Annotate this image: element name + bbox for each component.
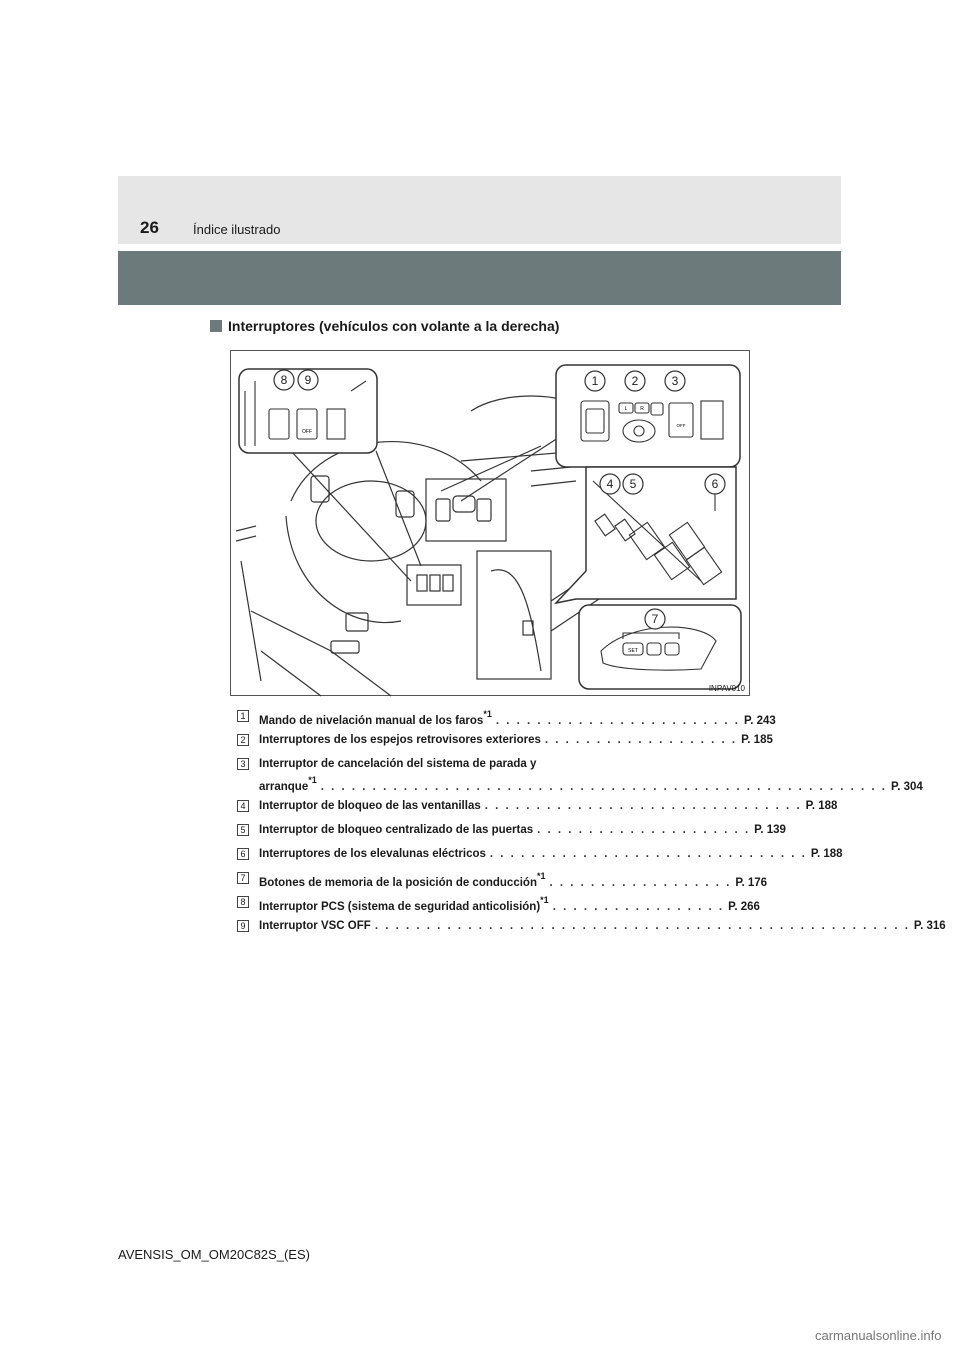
square-bullet-icon xyxy=(210,320,222,332)
inset-headlight-mirror-stopstart xyxy=(556,365,740,467)
steering-hub xyxy=(316,481,426,561)
item-label: Botones de memoria de la posición de conducción$^{*1}$ xyxy=(259,871,546,889)
item-label: Interruptor PCS (sistema de seguridad anticolisión)$^{*1}$ xyxy=(259,895,549,913)
callout-2: 2 xyxy=(631,374,639,388)
mirror-r-label: R xyxy=(640,406,644,412)
item-page-ref: P. 243 xyxy=(744,714,776,727)
watermark-link[interactable]: carmanualsonline.info xyxy=(815,1328,942,1343)
item-leader: . . . . . . . . . . . . . . . . . xyxy=(552,900,725,913)
item-number: 5 xyxy=(237,824,249,836)
mirror-l-label: L xyxy=(624,406,628,412)
item-page-ref: P. 316 xyxy=(913,920,946,932)
door-panel-box xyxy=(477,551,551,679)
item-label: Mando de nivelación manual de los faros$^{*1}$ xyxy=(259,709,492,727)
list-item xyxy=(237,728,773,752)
item-leader: . . . . . . . . . . . . . . . . . . . . . . . . . . . . . . . . . . . . . . . . . . . . . . . . . . . . . . . xyxy=(320,780,887,793)
callout-6: 6 xyxy=(711,477,719,491)
item-page-ref: P. 188 xyxy=(805,800,838,812)
list-item xyxy=(237,914,946,938)
stopstart-off-label: OFF xyxy=(676,423,686,428)
footnote-mark: *1 xyxy=(308,775,317,785)
item-page-ref: P. 185 xyxy=(741,734,773,746)
item-leader: . . . . . . . . . . . . . . . . . . . . . . . . . . . . . . . . . . . . . . . . . . . . . . . . . . . . xyxy=(374,920,910,932)
item-label: Interruptores de los elevalunas eléctricos xyxy=(259,848,486,860)
title-band xyxy=(118,251,841,305)
item-leader: . . . . . . . . . . . . . . . . . . . . . . . . . . . . . . . xyxy=(484,800,802,812)
item-number: 1 xyxy=(237,710,249,722)
callout-4: 4 xyxy=(606,477,614,491)
memory-set-label: SET xyxy=(628,648,638,654)
section-heading xyxy=(210,318,559,334)
page-number: 26 xyxy=(140,218,159,237)
dashboard-drawing xyxy=(231,351,751,697)
list-item xyxy=(237,794,838,818)
item-number: 7 xyxy=(237,872,249,884)
vsc-off-label: OFF xyxy=(302,429,312,435)
item-label: Interruptores de los espejos retrovisores exteriores xyxy=(259,734,541,746)
item-leader: . . . . . . . . . . . . . . . . . . . xyxy=(544,734,738,746)
list-item xyxy=(237,818,786,842)
item-label-line1: Interruptor de cancelación del sistema de parada y xyxy=(259,758,537,770)
list-item xyxy=(237,890,760,914)
item-number: 2 xyxy=(237,734,249,746)
callout-3: 3 xyxy=(671,374,679,388)
list-item xyxy=(237,704,776,728)
list-item xyxy=(237,752,923,794)
item-label: arranque$^{*1}$ xyxy=(259,775,317,793)
item-label: Interruptor de bloqueo centralizado de las puertas xyxy=(259,824,534,836)
switches-illustration xyxy=(230,350,750,696)
list-item xyxy=(237,842,843,866)
item-leader: . . . . . . . . . . . . . . . . . . xyxy=(549,876,732,889)
header-title: Índice ilustrado xyxy=(193,222,281,237)
item-number: 3 xyxy=(237,758,249,770)
footnote-mark: *1 xyxy=(536,871,546,881)
item-number: 8 xyxy=(237,896,249,908)
section-heading-text: Interruptores (vehículos con volante a la derecha) xyxy=(228,318,560,334)
callout-5: 5 xyxy=(629,477,637,491)
item-page-ref: P. 139 xyxy=(754,824,786,836)
item-page-ref: P. 266 xyxy=(728,900,760,913)
item-number: 9 xyxy=(237,920,249,932)
item-number: 6 xyxy=(237,848,249,860)
figure-code: INPAV010 xyxy=(708,684,745,693)
switch-index-list xyxy=(237,704,946,938)
item-leader: . . . . . . . . . . . . . . . . . . . . . . . . . . . . . . . xyxy=(489,848,807,860)
list-item xyxy=(237,866,768,890)
item-label: Interruptor de bloqueo de las ventanillas xyxy=(259,800,481,812)
footnote-mark: *1 xyxy=(540,895,549,905)
callout-1: 1 xyxy=(591,374,599,388)
callout-8: 8 xyxy=(280,373,288,387)
footnote-mark: *1 xyxy=(483,709,492,719)
item-page-ref: P. 304 xyxy=(891,780,923,793)
manual-code: AVENSIS_OM_OM20C82S_(ES) xyxy=(118,1247,310,1262)
item-page-ref: P. 188 xyxy=(810,848,843,860)
item-leader: . . . . . . . . . . . . . . . . . . . . . xyxy=(537,824,751,836)
callout-9: 9 xyxy=(304,373,312,387)
callout-7: 7 xyxy=(651,612,659,626)
item-page-ref: P. 176 xyxy=(735,876,768,889)
steering-wheel-bottom xyxy=(286,516,401,623)
center-panel xyxy=(426,479,506,541)
item-number: 4 xyxy=(237,800,249,812)
item-label: Interruptor VSC OFF xyxy=(259,920,371,932)
item-leader: . . . . . . . . . . . . . . . . . . . . . . . . xyxy=(495,714,740,727)
